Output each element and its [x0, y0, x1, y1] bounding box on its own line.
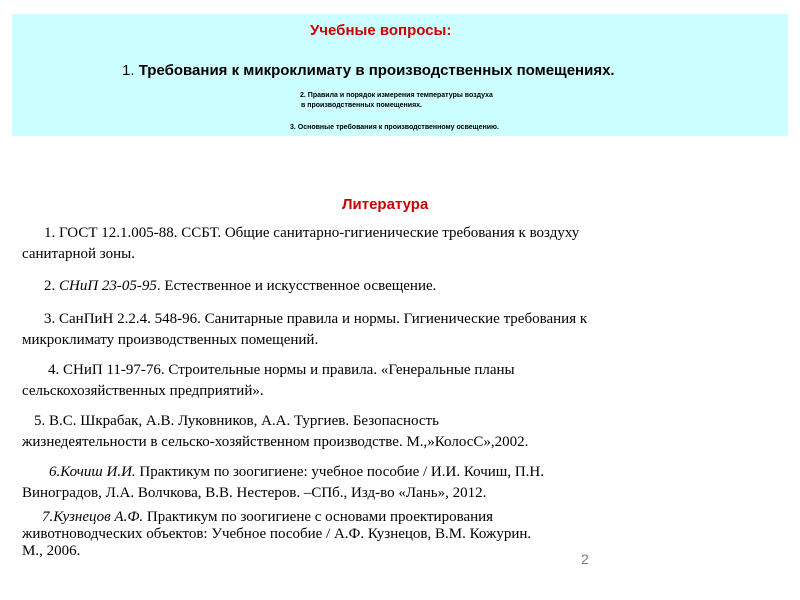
question-2-line1: 2. Правила и порядок измерения температуры воздуха	[300, 92, 493, 99]
question-2-line2: в производственных помещениях.	[301, 102, 422, 109]
reference-3	[22, 309, 722, 351]
question-2	[300, 91, 540, 111]
reference-2-line1	[22, 276, 436, 297]
reference-1	[22, 223, 722, 265]
reference-4-line1: 4. СНиП 11-97-76. Строительные нормы и правила. «Генеральные планы	[48, 362, 515, 378]
reference-2-number: 2.	[44, 278, 59, 294]
reference-3-line1: 3. СанПиН 2.2.4. 548-96. Санитарные правила и нормы. Гигиенические требования к	[44, 311, 588, 327]
question-3: 3. Основные требования к производственному освещению.	[290, 124, 499, 131]
reference-6-line2: Виноградов, Л.А. Волчкова, В.В. Нестеров. –СПб., Изд-во «Лань», 2012.	[22, 485, 487, 501]
reference-7-rest: Практикум по зоогигиене с основами проектирования	[143, 509, 494, 525]
question-1-text: Требования к микроклимату в производственных помещениях.	[138, 62, 615, 79]
reference-7-line2: животноводческих объектов: Учебное пособие / А.Ф. Кузнецов, В.М. Кожурин.	[22, 526, 532, 542]
reference-7	[22, 509, 722, 560]
question-1	[122, 62, 615, 79]
reference-3-line2: микроклимату производственных помещений.	[22, 332, 319, 348]
reference-2	[22, 276, 722, 297]
reference-6-italic: 6.Кочиш И.И.	[49, 464, 136, 480]
question-1-number: 1.	[122, 62, 135, 79]
reference-7-line1	[22, 509, 493, 526]
literature-title: Литература	[342, 196, 429, 213]
reference-5-line2: жизнедеятельности в сельско-хозяйственном производстве. М.,»КолосС»,2002.	[22, 434, 529, 450]
reference-6	[22, 462, 722, 504]
reference-6-rest: Практикум по зоогигиене: учебное пособие / И.И. Кочиш, П.Н.	[135, 464, 544, 480]
reference-6-line1	[22, 462, 544, 483]
reference-7-italic: 7.Кузнецов А.Ф.	[42, 509, 144, 525]
questions-title: Учебные вопросы:	[310, 22, 452, 39]
page-number: 2	[581, 551, 589, 567]
reference-1-line1: 1. ГОСТ 12.1.005-88. ССБТ. Общие санитарно-гигиенические требования к воздуху	[44, 225, 580, 241]
reference-5	[22, 411, 722, 453]
reference-5-line1: 5. В.С. Шкрабак, А.В. Луковников, А.А. Тургиев. Безопасность	[34, 413, 439, 429]
reference-7-line3: М., 2006.	[22, 543, 81, 559]
reference-4-line2: сельскохозяйственных предприятий».	[22, 383, 264, 399]
reference-2-italic: СНиП 23-05-95	[59, 278, 157, 294]
reference-4	[22, 360, 722, 402]
reference-2-rest: . Естественное и искусственное освещение.	[156, 278, 437, 294]
reference-1-line2: санитарной зоны.	[22, 246, 135, 262]
